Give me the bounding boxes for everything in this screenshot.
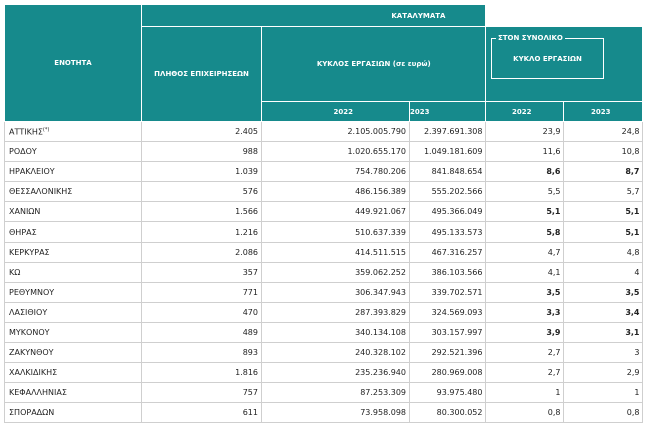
year-2023-turnover-header: 2023 xyxy=(410,102,486,122)
table-row xyxy=(5,122,643,142)
turnover-2022-cell: 449.921.067 xyxy=(262,202,410,222)
share-2022-cell: 3,9 xyxy=(486,322,564,342)
table-row xyxy=(5,383,643,403)
turnover-2022-cell: 2.105.005.790 xyxy=(262,122,410,142)
turnover-2023-cell: 303.157.997 xyxy=(410,322,486,342)
turnover-2022-cell: 240.328.102 xyxy=(262,343,410,363)
table-row xyxy=(5,242,643,262)
share-2022-cell: 4,1 xyxy=(486,262,564,282)
turnover-2022-cell: 235.236.940 xyxy=(262,363,410,383)
firms-cell: 757 xyxy=(142,383,262,403)
unit-name-cell xyxy=(5,383,142,403)
turnover-2023-cell: 292.521.396 xyxy=(410,343,486,363)
unit-name: ΡΕΘΥΜΝΟΥ xyxy=(9,287,55,297)
unit-name: ΗΡΑΚΛΕΙΟΥ xyxy=(9,167,55,177)
turnover-2023-cell: 555.202.566 xyxy=(410,182,486,202)
unit-name-cell xyxy=(5,363,142,383)
firms-cell: 2.405 xyxy=(142,122,262,142)
unit-name-cell xyxy=(5,302,142,322)
turnover-2023-cell: 467.316.257 xyxy=(410,242,486,262)
unit-name-cell xyxy=(5,403,142,423)
share-2023-cell: 5,1 xyxy=(564,202,643,222)
share-sublabel: ΚΥΚΛΟ ΕΡΓΑΣΙΩΝ xyxy=(513,55,582,63)
share-2023-cell: 8,7 xyxy=(564,162,643,182)
turnover-2023-cell: 324.569.093 xyxy=(410,302,486,322)
share-2023-cell: 1 xyxy=(564,383,643,403)
unit-name: ΘΕΣΣΑΛΟΝΙΚΗΣ xyxy=(9,187,73,197)
unit-name: ΚΕΡΚΥΡΑΣ xyxy=(9,247,50,257)
year-2023-share-header: 2023 xyxy=(564,102,643,122)
footnote-marker: (*) xyxy=(42,126,50,133)
share-2022-cell: 5,8 xyxy=(486,222,564,242)
turnover-2023-cell: 495.366.049 xyxy=(410,202,486,222)
unit-name-cell xyxy=(5,162,142,182)
table-row xyxy=(5,302,643,322)
unit-name-cell xyxy=(5,242,142,262)
firms-cell: 357 xyxy=(142,262,262,282)
unit-name: ΣΠΟΡΑΔΩΝ xyxy=(9,408,55,418)
share-2023-cell: 5,7 xyxy=(564,182,643,202)
unit-name-cell xyxy=(5,343,142,363)
share-2023-cell: 3,4 xyxy=(564,302,643,322)
unit-name: ΘΗΡΑΣ xyxy=(9,227,37,237)
unit-name: ΧΑΝΙΩΝ xyxy=(9,207,41,217)
share-2023-cell: 3 xyxy=(564,343,643,363)
turnover-2023-cell: 1.049.181.609 xyxy=(410,142,486,162)
share-2022-cell: 3,3 xyxy=(486,302,564,322)
turnover-2023-cell: 386.103.566 xyxy=(410,262,486,282)
share-2022-cell: 2,7 xyxy=(486,343,564,363)
group-title-header: ΚΑΤΑΛΥΜΑΤΑ xyxy=(142,5,486,27)
share-2023-cell: 5,1 xyxy=(564,222,643,242)
table-row xyxy=(5,403,643,423)
unit-name: ΚΕΦΑΛΛΗΝΙΑΣ xyxy=(9,388,67,398)
share-2022-cell: 0,8 xyxy=(486,403,564,423)
turnover-2023-cell: 2.397.691.308 xyxy=(410,122,486,142)
turnover-2022-cell: 510.637.339 xyxy=(262,222,410,242)
firms-column-header: ΠΛΗΘΟΣ ΕΠΙΧΕΙΡΗΣΕΩΝ xyxy=(142,27,262,122)
turnover-2022-cell: 73.958.098 xyxy=(262,403,410,423)
share-2023-cell: 4,8 xyxy=(564,242,643,262)
unit-name: ΜΥΚΟΝΟΥ xyxy=(9,327,50,337)
unit-name: ΖΑΚΥΝΘΟΥ xyxy=(9,348,54,358)
unit-name: ΛΑΣΙΘΙΟΥ xyxy=(9,307,48,317)
unit-column-header: ΕΝΟΤΗΤΑ xyxy=(5,5,142,122)
turnover-2022-cell: 340.134.108 xyxy=(262,322,410,342)
turnover-2022-cell: 87.253.309 xyxy=(262,383,410,403)
turnover-2022-cell: 486.156.389 xyxy=(262,182,410,202)
unit-name: ΧΑΛΚΙΔΙΚΗΣ xyxy=(9,368,58,378)
firms-cell: 576 xyxy=(142,182,262,202)
share-2022-cell: 8,6 xyxy=(486,162,564,182)
share-2022-cell: 5,5 xyxy=(486,182,564,202)
firms-cell: 611 xyxy=(142,403,262,423)
turnover-2022-cell: 287.393.829 xyxy=(262,302,410,322)
year-2022-turnover-header: 2022 xyxy=(262,102,410,122)
share-2022-cell: 3,5 xyxy=(486,282,564,302)
share-2022-cell: 5,1 xyxy=(486,202,564,222)
firms-cell: 1.816 xyxy=(142,363,262,383)
table-row xyxy=(5,162,643,182)
turnover-2022-cell: 754.780.206 xyxy=(262,162,410,182)
share-2022-cell: 2,7 xyxy=(486,363,564,383)
unit-name: ΚΩ xyxy=(9,267,21,277)
share-2023-cell: 4 xyxy=(564,262,643,282)
firms-cell: 988 xyxy=(142,142,262,162)
table-row xyxy=(5,322,643,342)
year-2022-share-header: 2022 xyxy=(486,102,564,122)
unit-name-cell xyxy=(5,122,142,142)
turnover-2023-cell: 280.969.008 xyxy=(410,363,486,383)
turnover-2022-cell: 1.020.655.170 xyxy=(262,142,410,162)
table-row xyxy=(5,262,643,282)
share-2023-cell: 10,8 xyxy=(564,142,643,162)
share-2022-cell: 1 xyxy=(486,383,564,403)
firms-cell: 893 xyxy=(142,343,262,363)
firms-cell: 470 xyxy=(142,302,262,322)
table-row xyxy=(5,142,643,162)
share-2023-cell: 0,8 xyxy=(564,403,643,423)
unit-name-cell xyxy=(5,262,142,282)
share-2022-cell: 11,6 xyxy=(486,142,564,162)
unit-name-cell xyxy=(5,182,142,202)
group-title-blank xyxy=(486,5,643,27)
unit-name-cell xyxy=(5,202,142,222)
turnover-2023-cell: 841.848.654 xyxy=(410,162,486,182)
share-2022-cell: 4,7 xyxy=(486,242,564,262)
table-row xyxy=(5,343,643,363)
unit-name-cell xyxy=(5,282,142,302)
table-row xyxy=(5,222,643,242)
firms-cell: 1.039 xyxy=(142,162,262,182)
unit-name: ΡΟΔΟΥ xyxy=(9,147,37,157)
turnover-2023-cell: 93.975.480 xyxy=(410,383,486,403)
share-2022-cell: 23,9 xyxy=(486,122,564,142)
firms-cell: 771 xyxy=(142,282,262,302)
table-row xyxy=(5,182,643,202)
turnover-2022-cell: 359.062.252 xyxy=(262,262,410,282)
firms-cell: 2.086 xyxy=(142,242,262,262)
turnover-2023-cell: 495.133.573 xyxy=(410,222,486,242)
unit-name: ΑΤΤΙΚΗΣ xyxy=(9,127,43,137)
share-2023-cell: 3,5 xyxy=(564,282,643,302)
table-row xyxy=(5,363,643,383)
firms-cell: 1.216 xyxy=(142,222,262,242)
unit-name-cell xyxy=(5,322,142,342)
share-2023-cell: 2,9 xyxy=(564,363,643,383)
share-subheader-box xyxy=(491,34,604,79)
turnover-2023-cell: 80.300.052 xyxy=(410,403,486,423)
firms-cell: 489 xyxy=(142,322,262,342)
unit-name-cell xyxy=(5,222,142,242)
turnover-column-header: ΚΥΚΛΟΣ ΕΡΓΑΣΙΩΝ (σε ευρώ) xyxy=(262,27,486,102)
share-2023-cell: 3,1 xyxy=(564,322,643,342)
share-2023-cell: 24,8 xyxy=(564,122,643,142)
table-row xyxy=(5,202,643,222)
unit-name-cell xyxy=(5,142,142,162)
table-row xyxy=(5,282,643,302)
turnover-2022-cell: 414.511.515 xyxy=(262,242,410,262)
turnover-2022-cell: 306.347.943 xyxy=(262,282,410,302)
firms-cell: 1.566 xyxy=(142,202,262,222)
turnover-2023-cell: 339.702.571 xyxy=(410,282,486,302)
table-body xyxy=(5,122,643,423)
share-label: ΣΤΟΝ ΣΥΝΟΛΙΚΟ xyxy=(498,34,563,42)
